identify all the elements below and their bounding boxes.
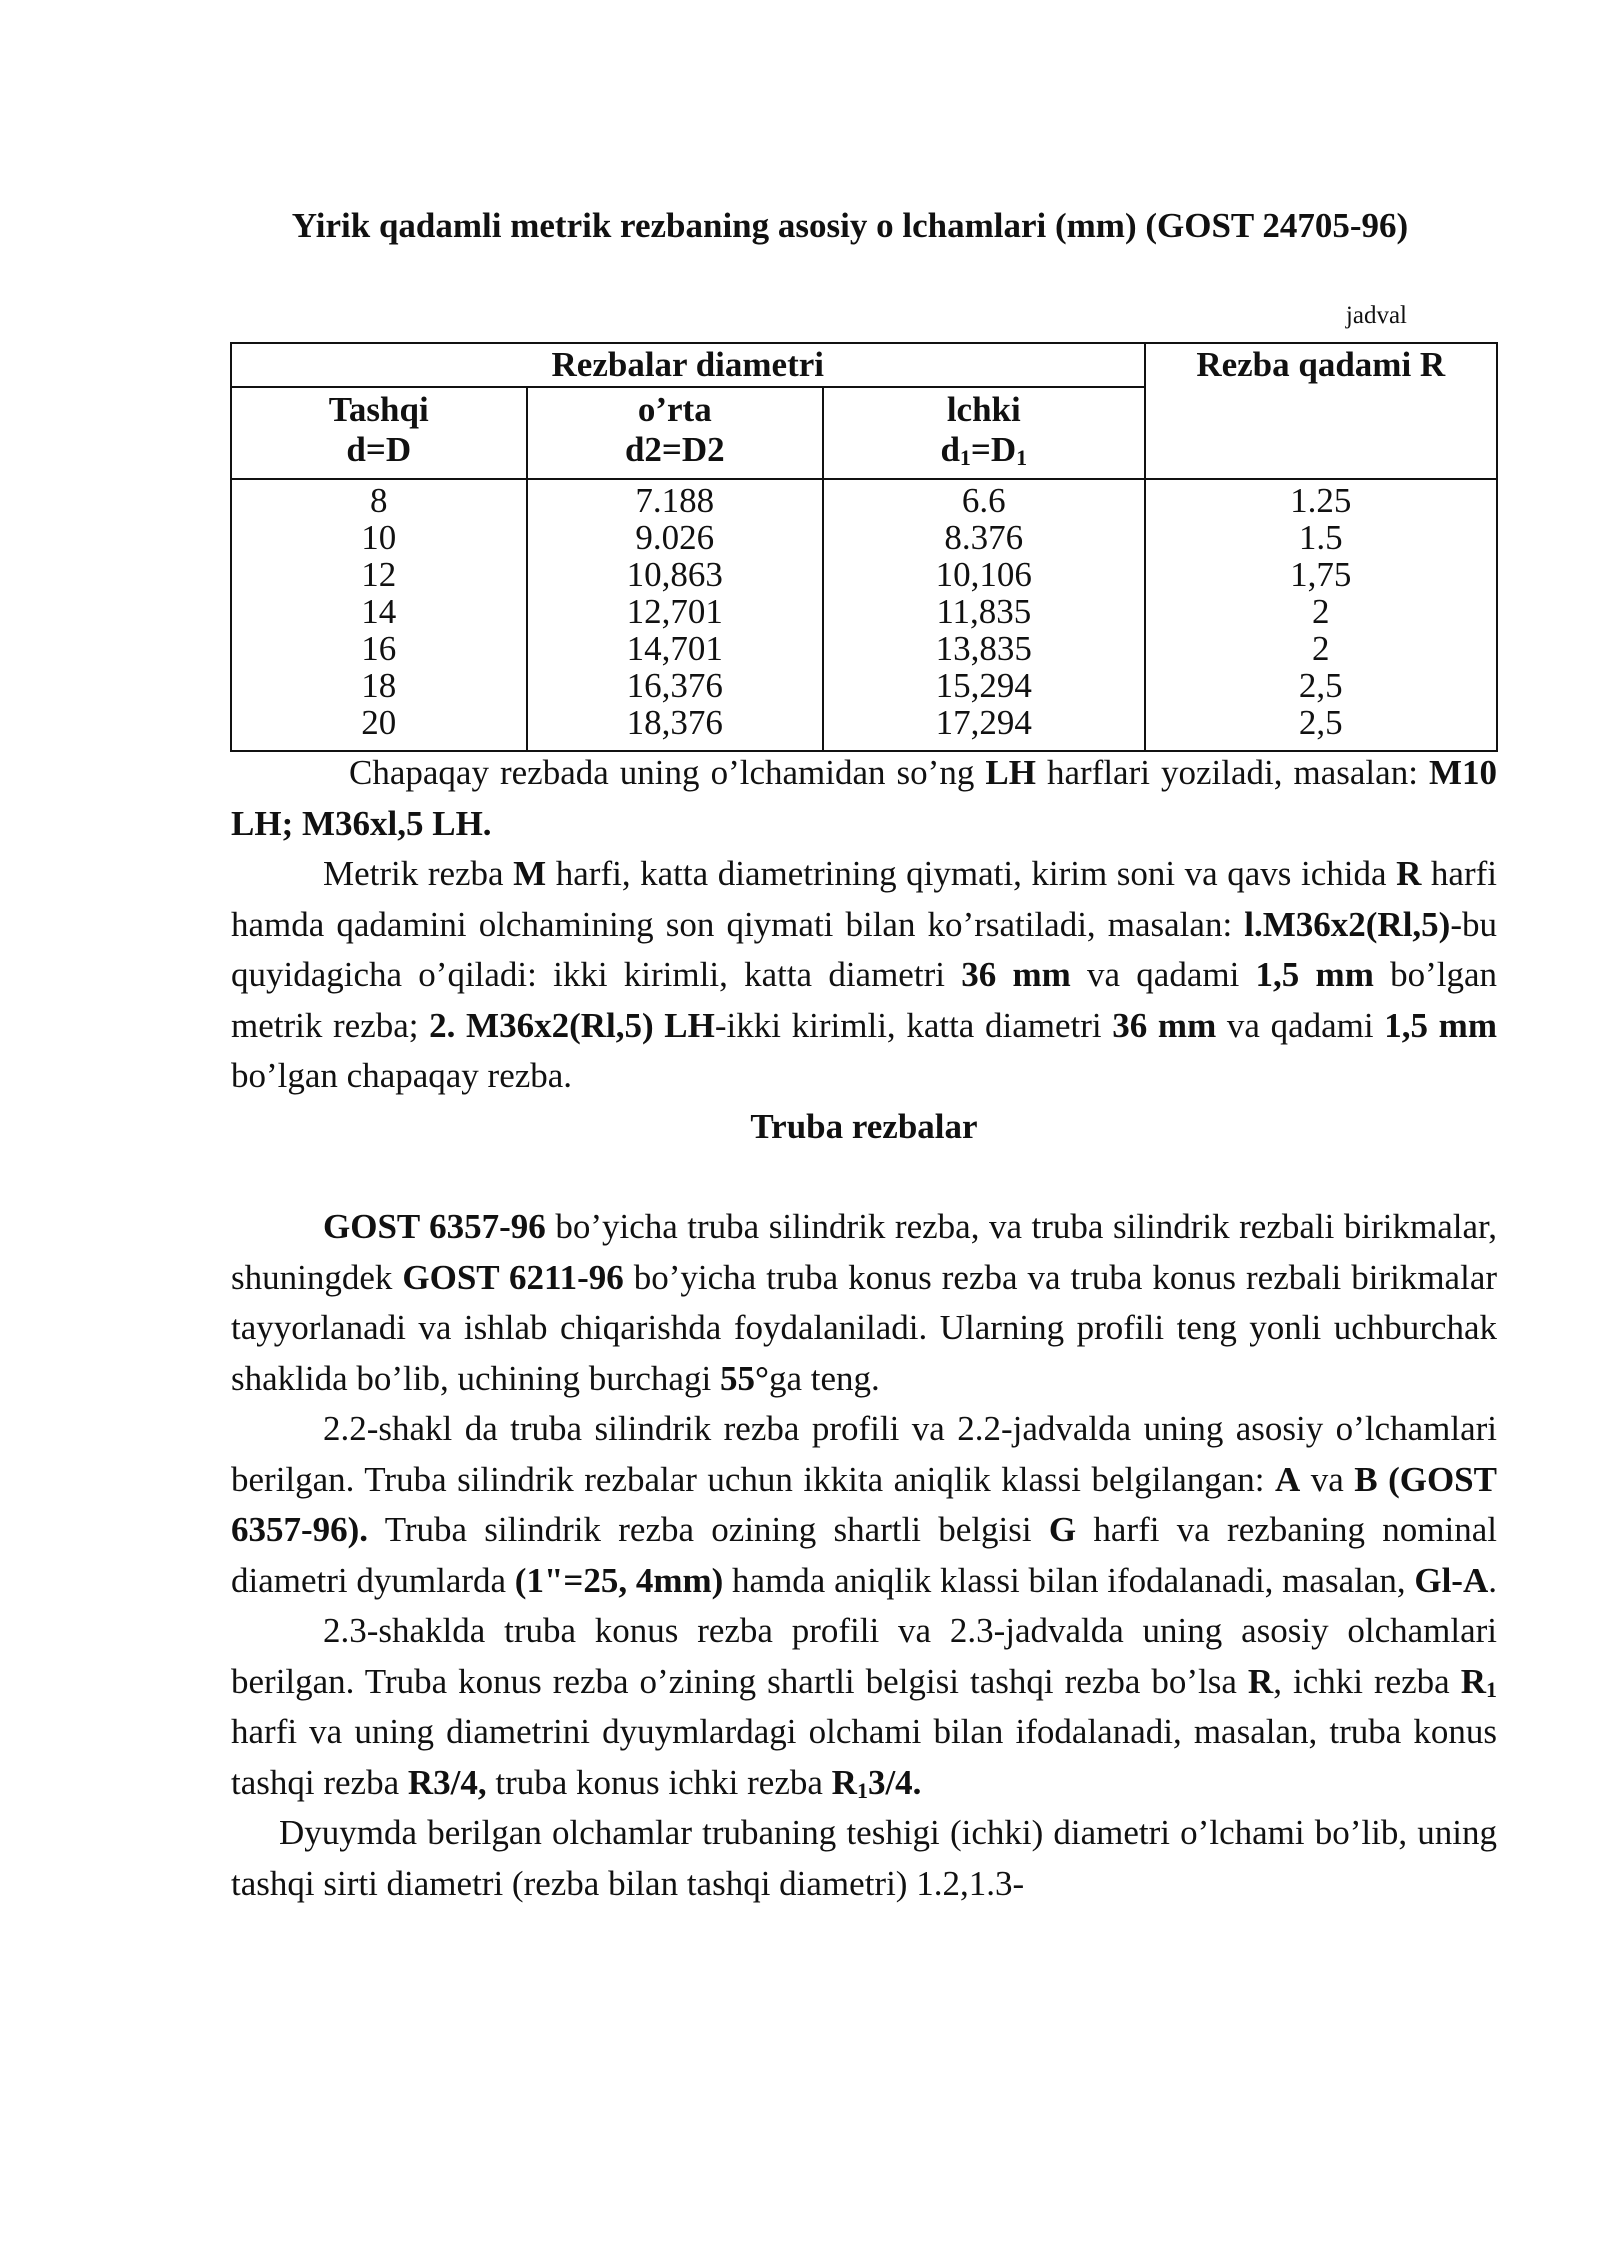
body-text xyxy=(231,748,1497,1909)
spacer xyxy=(231,1152,1497,1202)
thread-dimensions-table xyxy=(230,342,1498,752)
table-cell: 18,376 xyxy=(626,703,723,742)
table-caption-label: jadval xyxy=(1345,302,1407,329)
table-cell: 10,106 xyxy=(935,555,1032,594)
table-cell: 13,835 xyxy=(935,629,1032,668)
paragraph-cylindrical-thread: 2.2-shakl da truba silindrik rezba profili va 2.2-jadvalda uning asosiy o’lchamlari berilgan. Truba silindrik rezbalar uchun ikkita aniqlik klassi belgilangan: A va B (GOST 6357-96). Truba silindrik rezba ozining shartli belgisi G harfi va rezbaning nominal diametri dyumlarda (1"=25, 4mm) hamda aniqlik klassi bilan ifodalanadi, masalan, Gl-A. xyxy=(231,1409,1497,1600)
table-cell: 7.188 xyxy=(635,481,715,520)
table-cell: 12 xyxy=(361,555,397,594)
table-data-row xyxy=(231,479,1497,751)
table-cell: 9.026 xyxy=(635,518,715,557)
table-cell: 8.376 xyxy=(944,518,1024,557)
middle-diameter-header xyxy=(527,387,824,479)
page-title: Yirik qadamli metrik rezbaning asosiy o lchamlari (mm) (GOST 24705-96) xyxy=(291,206,1409,245)
pitch-values-cell xyxy=(1145,479,1497,751)
middle-header-label: o’rta xyxy=(637,390,712,429)
paragraph-conical-thread: 2.3-shaklda truba konus rezba profili va 2.3-jadvalda uning asosiy olchamlari berilgan. Truba konus rezba o’zining shartli belgisi tashqi rezba bo’lsa R, ichki rezba $R_1$ harfi va uning diametrini dyuymlardagi olchami bilan ifodalanadi, masalan, truba konus tashqi rezba R3/4, truba konus ichki rezba $R_13/4$. xyxy=(231,1611,1497,1803)
table-cell: 2,5 xyxy=(1298,703,1343,742)
table-cell: 18 xyxy=(361,666,397,705)
table-cell: 14 xyxy=(361,592,397,631)
table-cell: 16,376 xyxy=(626,666,723,705)
outer-header-sub: d=D xyxy=(346,430,412,469)
pitch-header-cell: Rezba qadami R xyxy=(1145,343,1497,479)
table-cell: 20 xyxy=(361,703,397,742)
paragraph-inch-dimensions: Dyuymda berilgan olchamlar trubaning teshigi (ichki) diametri o’lchami bo’lib, uning tashqi sirti diametri (rezba bilan tashqi diametri) 1.2,1.3- xyxy=(231,1813,1497,1903)
table-cell: 10 xyxy=(361,518,397,557)
inner-values-cell xyxy=(823,479,1144,751)
middle-header-sub: d2=D2 xyxy=(624,430,725,469)
table-cell: 14,701 xyxy=(626,629,723,668)
table-cell: 6.6 xyxy=(961,481,1006,520)
table-cell: 2 xyxy=(1312,629,1330,668)
table-cell: 12,701 xyxy=(626,592,723,631)
paragraph-pipe-threads-gost: GOST 6357-96 bo’yicha truba silindrik rezba, va truba silindrik rezbali birikmalar, shuningdek GOST 6211-96 bo’yicha truba konus rezba va truba konus rezbali birikmalar tayyorlanadi va ishlab chiqarishda foydalaniladi. Ularning profili teng yonli uchburchak shaklida bo’lib, uchining burchagi 55°ga teng. xyxy=(231,1207,1498,1398)
inner-header-label: lchki xyxy=(946,390,1021,429)
table-cell: 10,863 xyxy=(626,555,723,594)
table-cell: 1,75 xyxy=(1290,555,1352,594)
outer-diameter-header xyxy=(231,387,527,479)
table-cell: 15,294 xyxy=(935,666,1032,705)
table-cell: 8 xyxy=(370,481,388,520)
middle-values-cell xyxy=(527,479,824,751)
section-heading: Truba rezbalar xyxy=(750,1106,978,1146)
table-cell: 11,835 xyxy=(936,592,1032,631)
table-cell: 1.5 xyxy=(1298,518,1343,557)
table-header-row xyxy=(231,343,1497,387)
paragraph-left-hand-thread: Chapaqay rezbada uning o’lchamidan so’ng LH harflari yoziladi, masalan: M10 LH; M36xl,5 LH. xyxy=(231,753,1497,843)
paragraph-metric-thread: Metrik rezba M harfi, katta diametrining qiymati, kirim soni va qavs ichida R harfi hamda qadamini olchamining son qiymati bilan ko’rsatiladi, masalan: l.M36x2(Rl,5)-bu quyidagicha o’qiladi: ikki kirimli, katta diametri 36 mm va qadami 1,5 mm bo’lgan metrik rezba; 2. M36x2(Rl,5) LH-ikki kirimli, katta diametri 36 mm va qadami 1,5 mm bo’lgan chapaqay rezba. xyxy=(231,854,1498,1095)
inner-diameter-header xyxy=(823,387,1144,479)
table-cell: 17,294 xyxy=(935,703,1032,742)
table-cell: 16 xyxy=(361,629,397,668)
inner-header-sub: $d_1=D_1$ xyxy=(940,430,1028,470)
outer-values-cell xyxy=(231,479,527,751)
table-cell: 1.25 xyxy=(1290,481,1352,520)
outer-header-label: Tashqi xyxy=(328,390,429,429)
group-header-cell: Rezbalar diametri xyxy=(231,343,1145,387)
table-cell: 2 xyxy=(1312,592,1330,631)
table-cell: 2,5 xyxy=(1298,666,1343,705)
